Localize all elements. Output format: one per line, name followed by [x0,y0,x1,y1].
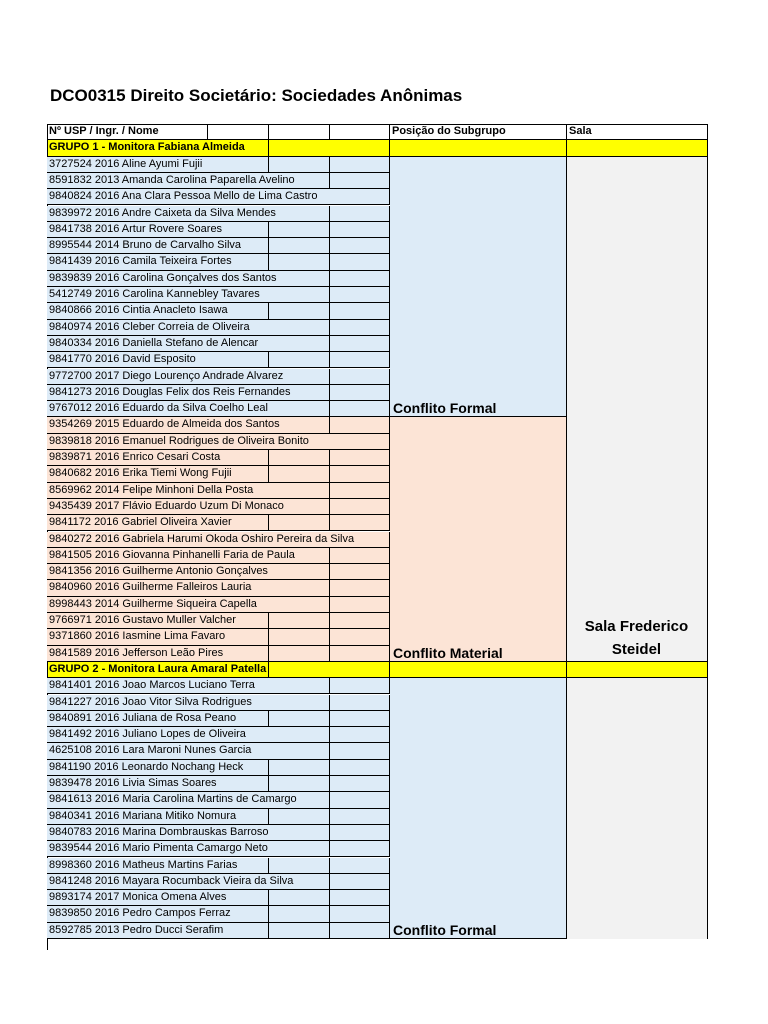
student-name: 8995544 2014 Bruno de Carvalho Silva [47,238,269,254]
student-name: 9840974 2016 Cleber Correia de Oliveira [47,320,330,336]
group-label: GRUPO 2 - Monitora Laura Amaral Patella [47,662,269,678]
empty-cell [330,271,390,287]
empty-cell [330,499,390,515]
empty-cell [330,320,390,336]
room-cell [567,157,708,662]
student-name: 8591832 2013 Amanda Carolina Paparella Avelino [47,173,330,189]
subgroup-position-cell [390,417,567,662]
student-name: 9767012 2016 Eduardo da Silva Coelho Leal [47,401,330,417]
empty-cell [330,629,390,645]
student-name: 9841589 2016 Jefferson Leão Pires [47,646,269,662]
student-name: 8592785 2013 Pedro Ducci Serafim [47,923,269,939]
empty-cell [330,369,390,385]
empty-cell [330,401,390,417]
student-name: 9840341 2016 Mariana Mitiko Nomura [47,809,269,825]
subgroup-position: Conflito Formal [393,400,497,417]
header-empty-cell [208,124,269,140]
empty-cell [330,303,390,319]
room-cell [567,678,708,939]
empty-cell [269,858,330,874]
header-position-col: Posição do Subgrupo [390,124,567,140]
empty-cell [330,890,390,906]
student-name: 9841492 2016 Juliano Lopes de Oliveira [47,727,330,743]
empty-cell [330,923,390,939]
empty-cell [330,466,390,482]
student-name: 9841613 2016 Maria Carolina Martins de Camargo [47,792,330,808]
student-name: 9841190 2016 Leonardo Nochang Heck [47,760,269,776]
empty-cell [269,809,330,825]
group-position-cell [390,662,567,678]
empty-cell [330,336,390,352]
empty-cell [330,874,390,890]
student-name: 9840891 2016 Juliana de Rosa Peano [47,711,269,727]
empty-cell [269,760,330,776]
student-name: 9839972 2016 Andre Caixeta da Silva Mendes [47,206,330,222]
header-name-col: Nº USP / Ingr. / Nome [47,124,208,140]
empty-cell [330,597,390,613]
empty-cell [269,515,330,531]
student-name: 9839544 2016 Mario Pimenta Camargo Neto [47,841,330,857]
empty-cell [330,548,390,564]
student-name: 9841439 2016 Camila Teixeira Fortes [47,254,269,270]
student-name: 9893174 2017 Monica Omena Alves [47,890,269,906]
empty-cell [330,222,390,238]
empty-cell [330,352,390,368]
empty-cell [269,157,330,173]
student-name: 9840960 2016 Guilherme Falleiros Lauria [47,580,330,596]
empty-cell [330,825,390,841]
subgroup-position-cell [390,678,567,939]
empty-cell [269,613,330,629]
student-name: 8569962 2014 Felipe Minhoni Della Posta [47,483,330,499]
header-empty-cell [269,124,330,140]
room-name: Sala Frederico Steidel [584,617,689,658]
student-name: 9839839 2016 Carolina Gonçalves dos Santos [47,271,330,287]
empty-cell [269,646,330,662]
subgroup-position: Conflito Formal [393,921,497,938]
empty-cell [269,238,330,254]
group-room-cell [567,140,708,156]
group-room-cell [567,662,708,678]
empty-cell [269,776,330,792]
empty-cell [330,385,390,401]
student-name: 9840866 2016 Cintia Anacleto Isawa [47,303,269,319]
empty-cell [330,564,390,580]
student-name: 9839871 2016 Enrico Cesari Costa [47,450,269,466]
student-name: 8998360 2016 Matheus Martins Farias [47,858,269,874]
empty-cell [269,222,330,238]
student-name: 5412749 2016 Carolina Kannebley Tavares [47,287,330,303]
student-name: 9840783 2016 Marina Dombrauskas Barroso [47,825,330,841]
student-name: 9772700 2017 Diego Lourenço Andrade Alvarez [47,369,330,385]
subgroup-position: Conflito Material [393,644,503,661]
student-name: 9841401 2016 Joao Marcos Luciano Terra [47,678,330,694]
empty-cell [330,760,390,776]
empty-cell [330,841,390,857]
student-name: 9841172 2016 Gabriel Oliveira Xavier [47,515,269,531]
empty-cell [330,809,390,825]
student-name: 9840824 2016 Ana Clara Pessoa Mello de Lima Castro [47,189,390,205]
document-title: DCO0315 Direito Societário: Sociedades Anônimas [50,86,463,105]
student-name: 9841770 2016 David Esposito [47,352,269,368]
empty-cell [330,483,390,499]
student-name: 9841505 2016 Giovanna Pinhanelli Faria de Paula [47,548,330,564]
empty-cell [269,890,330,906]
group-empty-cell [269,140,390,156]
empty-cell [269,466,330,482]
empty-cell [330,238,390,254]
empty-cell [330,206,390,222]
header-empty-cell [330,124,390,140]
empty-cell [330,287,390,303]
student-name: 9841356 2016 Guilherme Antonio Gonçalves [47,564,330,580]
empty-cell [269,923,330,939]
empty-cell [269,450,330,466]
student-name: 9841248 2016 Mayara Rocumback Vieira da Silva [47,874,330,890]
empty-cell [330,727,390,743]
group-empty-cell [269,662,390,678]
student-name: 9841227 2016 Joao Vitor Silva Rodrigues [47,695,330,711]
student-name: 9840272 2016 Gabriela Harumi Okoda Oshiro Pereira da Silva [47,532,390,548]
student-name: 9435439 2017 Flávio Eduardo Uzum Di Monaco [47,499,330,515]
student-name: 9840334 2016 Daniella Stefano de Alencar [47,336,330,352]
subgroup-position-cell [390,157,567,418]
empty-cell [269,629,330,645]
empty-cell [330,450,390,466]
student-name: 9354269 2015 Eduardo de Almeida dos Santos [47,417,330,433]
spreadsheet [47,124,708,950]
group-position-cell [390,140,567,156]
empty-cell [330,646,390,662]
student-name: 3727524 2016 Aline Ayumi Fujii [47,157,269,173]
student-name: 9840682 2016 Erika Tiemi Wong Fujii [47,466,269,482]
student-name: 9839818 2016 Emanuel Rodrigues de Oliveira Bonito [47,434,390,450]
group-label: GRUPO 1 - Monitora Fabiana Almeida [47,140,269,156]
empty-cell [330,515,390,531]
student-name: 8998443 2014 Guilherme Siqueira Capella [47,597,330,613]
empty-cell [330,711,390,727]
student-name: 9839850 2016 Pedro Campos Ferraz [47,906,269,922]
student-name: 9839478 2016 Livia Simas Soares [47,776,269,792]
empty-cell [269,352,330,368]
empty-cell [330,157,390,173]
empty-cell [330,776,390,792]
empty-cell [330,678,390,694]
empty-cell [269,303,330,319]
student-name: 9371860 2016 Iasmine Lima Favaro [47,629,269,645]
empty-cell [330,858,390,874]
header-room-col: Sala [567,124,708,140]
empty-cell [330,906,390,922]
empty-cell [269,254,330,270]
student-name: 9841738 2016 Artur Rovere Soares [47,222,269,238]
student-name: 9766971 2016 Gustavo Muller Valcher [47,613,269,629]
empty-cell [330,580,390,596]
empty-cell [269,906,330,922]
empty-cell [330,792,390,808]
student-name: 4625108 2016 Lara Maroni Nunes Garcia [47,743,330,759]
empty-cell [269,711,330,727]
student-name: 9841273 2016 Douglas Felix dos Reis Fernandes [47,385,330,401]
empty-cell [330,695,390,711]
empty-cell [330,254,390,270]
empty-cell [330,613,390,629]
empty-cell [330,743,390,759]
empty-cell [330,173,390,189]
empty-cell [330,417,390,433]
